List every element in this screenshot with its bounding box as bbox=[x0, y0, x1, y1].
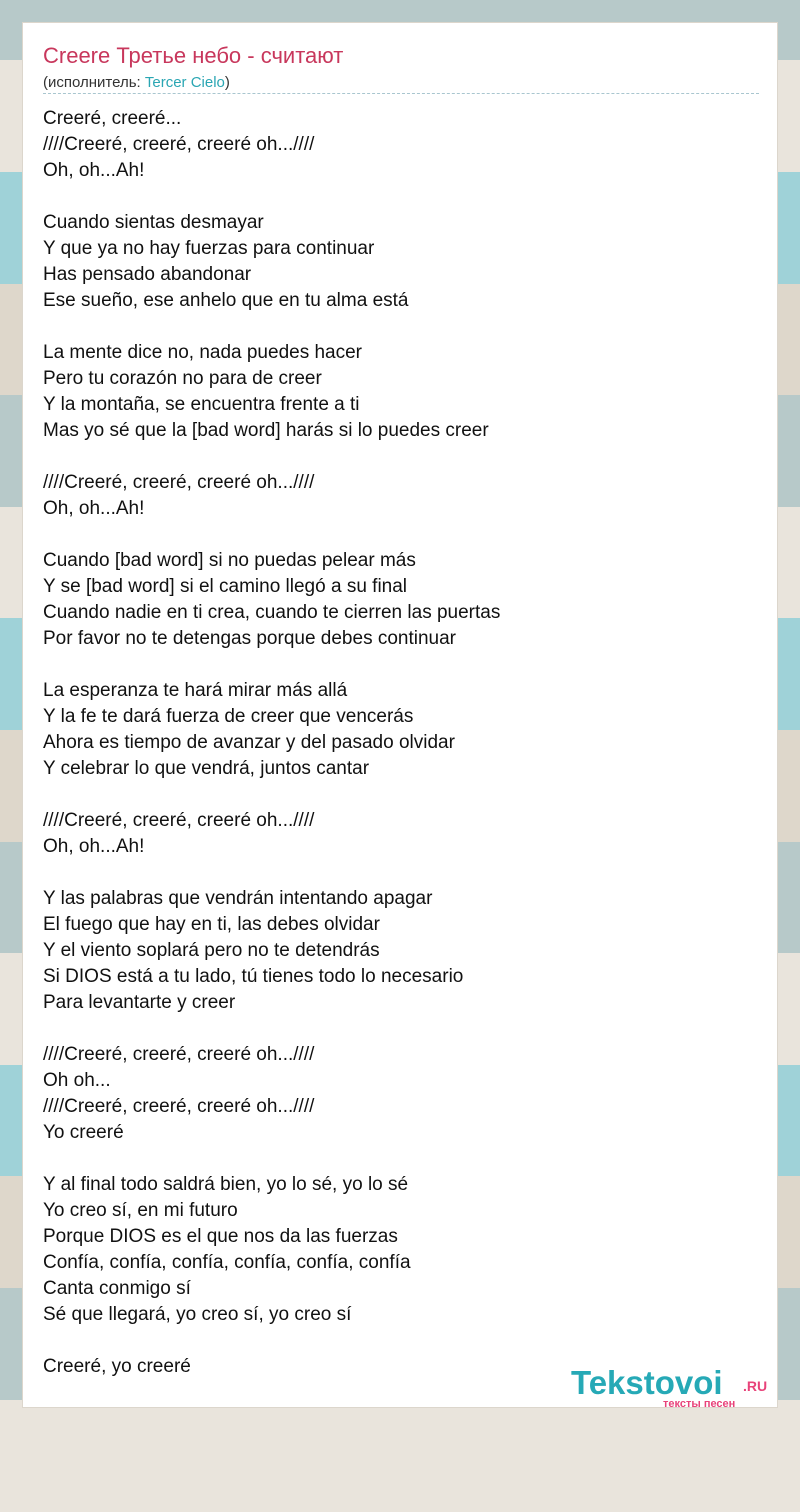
lyric-line: Y al final todo saldrá bien, yo lo sé, yo lo sé bbox=[43, 1174, 409, 1195]
lyric-line: Y celebrar lo que vendrá, juntos cantar bbox=[43, 758, 370, 779]
lyric-line: Y se [bad word] si el camino llegó a su final bbox=[43, 576, 408, 597]
background-stripe bbox=[0, 1400, 800, 1512]
lyric-line: La esperanza te hará mirar más allá bbox=[43, 680, 348, 701]
lyric-line: Si DIOS está a tu lado, tú tienes todo lo necesario bbox=[43, 966, 464, 987]
lyric-line: Sé que llegará, yo creo sí, yo creo sí bbox=[43, 1304, 352, 1325]
lyric-line: Cuando nadie en ti crea, cuando te cierren las puertas bbox=[43, 602, 501, 623]
lyric-line: Oh, oh...Ah! bbox=[43, 498, 145, 519]
stanza-break bbox=[43, 444, 500, 470]
lyric-line: Pero tu corazón no para de creer bbox=[43, 368, 322, 389]
lyric-line: Confía, confía, confía, confía, confía, confía bbox=[43, 1252, 411, 1273]
logo-tld: .RU bbox=[743, 1378, 768, 1394]
stanza-break bbox=[43, 1328, 500, 1354]
stanza-break bbox=[43, 860, 500, 886]
lyrics-text bbox=[43, 106, 500, 1380]
lyric-line: Y la montaña, se encuentra frente a ti bbox=[43, 394, 360, 415]
lyric-line: Mas yo sé que la [bad word] harás si lo puedes creer bbox=[43, 420, 489, 441]
lyric-line: Yo creo sí, en mi futuro bbox=[43, 1200, 238, 1221]
lyric-line: Ahora es tiempo de avanzar y del pasado olvidar bbox=[43, 732, 455, 753]
lyric-line: Y la fe te dará fuerza de creer que vencerás bbox=[43, 706, 414, 727]
lyric-line: El fuego que hay en ti, las debes olvidar bbox=[43, 914, 380, 935]
lyric-line: Creeré, creeré... bbox=[43, 108, 182, 129]
stanza-break bbox=[43, 1016, 500, 1042]
lyric-line: Cuando sientas desmayar bbox=[43, 212, 264, 233]
logo-tagline: тексты песен bbox=[663, 1398, 736, 1410]
artist-prefix: (исполнитель: bbox=[43, 74, 145, 91]
lyric-line: La mente dice no, nada puedes hacer bbox=[43, 342, 363, 363]
lyric-line: Oh, oh...Ah! bbox=[43, 160, 145, 181]
lyric-line: ////Creeré, creeré, creeré oh...//// bbox=[43, 1096, 315, 1117]
stanza-break bbox=[43, 314, 500, 340]
lyric-line: ////Creeré, creeré, creeré oh...//// bbox=[43, 1044, 315, 1065]
lyric-line: Yo creeré bbox=[43, 1122, 124, 1143]
stanza-break bbox=[43, 652, 500, 678]
lyric-line: ////Creeré, creeré, creeré oh...//// bbox=[43, 810, 315, 831]
lyric-line: Para levantarte y creer bbox=[43, 992, 236, 1013]
lyric-line: Has pensado abandonar bbox=[43, 264, 252, 285]
lyric-line: ////Creeré, creeré, creeré oh...//// bbox=[43, 472, 315, 493]
lyric-line: Porque DIOS es el que nos da las fuerzas bbox=[43, 1226, 398, 1247]
site-logo[interactable] bbox=[571, 1365, 781, 1411]
lyric-line: Y que ya no hay fuerzas para continuar bbox=[43, 238, 375, 259]
lyric-line: Y las palabras que vendrán intentando apagar bbox=[43, 888, 433, 909]
stanza-break bbox=[43, 184, 500, 210]
artist-suffix: ) bbox=[224, 74, 230, 91]
stanza-break bbox=[43, 782, 500, 808]
lyric-line: Oh oh... bbox=[43, 1070, 111, 1091]
lyric-line: Cuando [bad word] si no puedas pelear más bbox=[43, 550, 416, 571]
logo-name: Tekstovoi bbox=[571, 1364, 723, 1401]
lyric-line: ////Creeré, creeré, creeré oh...//// bbox=[43, 134, 315, 155]
lyric-line: Y el viento soplará pero no te detendrás bbox=[43, 940, 380, 961]
lyric-line: Ese sueño, ese anhelo que en tu alma está bbox=[43, 290, 409, 311]
lyric-line: Creeré, yo creeré bbox=[43, 1356, 191, 1377]
page-title: Creere Третье небо - считают bbox=[43, 43, 344, 68]
artist-link[interactable]: Tercer Cielo bbox=[144, 74, 225, 91]
lyric-line: Por favor no te detengas porque debes continuar bbox=[43, 628, 457, 649]
artist-line bbox=[43, 74, 230, 91]
lyric-line: Oh, oh...Ah! bbox=[43, 836, 145, 857]
stanza-break bbox=[43, 522, 500, 548]
lyrics-card bbox=[22, 22, 778, 1408]
lyric-line: Canta conmigo sí bbox=[43, 1278, 191, 1299]
stanza-break bbox=[43, 1146, 500, 1172]
title-divider bbox=[43, 93, 759, 94]
